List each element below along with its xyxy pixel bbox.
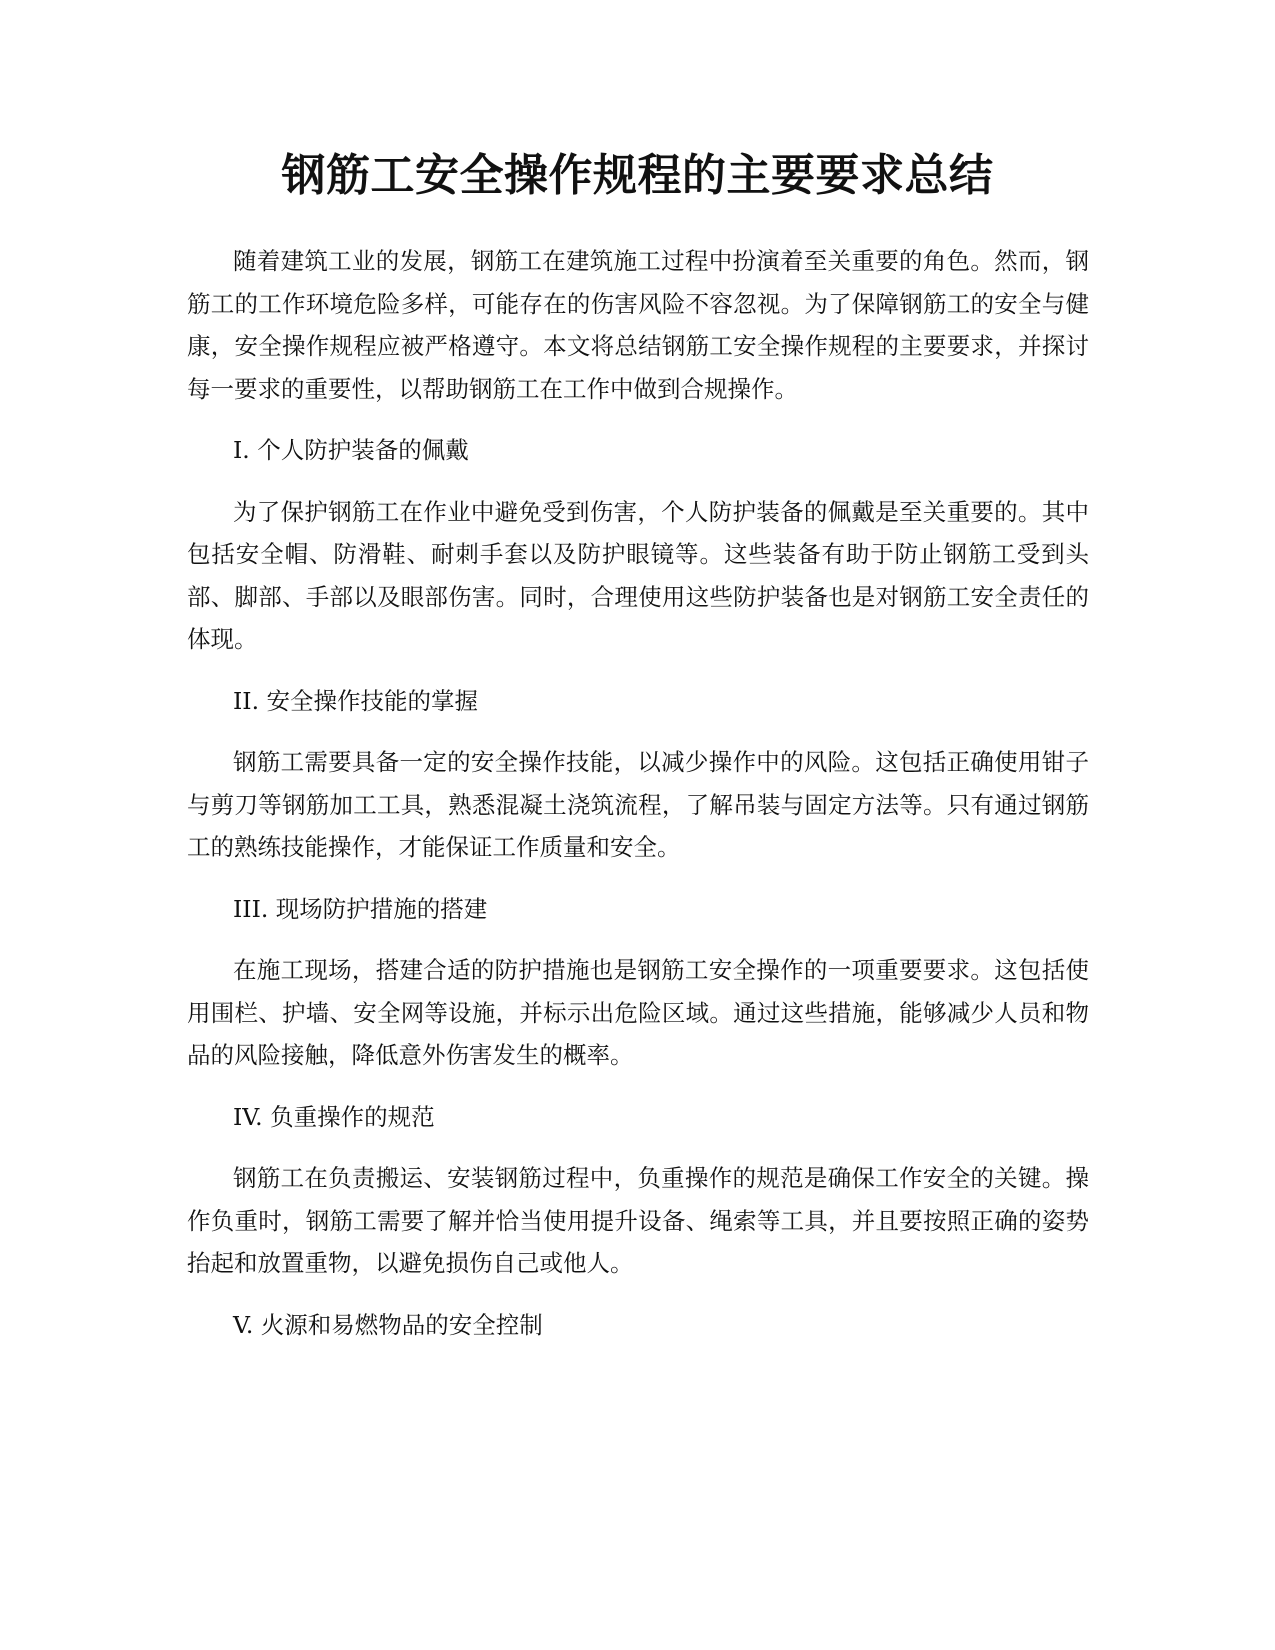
section-heading-5: V. 火源和易燃物品的安全控制 <box>233 1310 543 1339</box>
document-body <box>187 240 1089 1365</box>
section-heading-1: I. 个人防护装备的佩戴 <box>233 436 469 464</box>
section-paragraph-4: 钢筋工在负责搬运、安装钢筋过程中，负重操作的规范是确保工作安全的关键。操作负重时，钢筋工需要了解并恰当使用提升设备、绳索等工具，并且要按照正确的姿势抬起和放置重物，以避免损伤自己或他人。 <box>187 1164 1089 1277</box>
section-heading-4: IV. 负重操作的规范 <box>233 1102 435 1131</box>
document-title: 钢筋工安全操作规程的主要要求总结 <box>281 150 994 201</box>
section-heading-3: III. 现场防护措施的搭建 <box>233 894 488 923</box>
section-paragraph-2: 钢筋工需要具备一定的安全操作技能，以减少操作中的风险。这包括正确使用钳子与剪刀等钢筋加工工具，熟悉混凝土浇筑流程，了解吊装与固定方法等。只有通过钢筋工的熟练技能操作，才能保证工作质量和安全。 <box>187 748 1089 861</box>
section-heading-2: II. 安全操作技能的掌握 <box>233 686 479 715</box>
section-paragraph-3: 在施工现场，搭建合适的防护措施也是钢筋工安全操作的一项重要要求。这包括使用围栏、护墙、安全网等设施，并标示出危险区域。通过这些措施，能够减少人员和物品的风险接触，降低意外伤害发生的概率。 <box>187 956 1089 1069</box>
intro-paragraph: 随着建筑工业的发展，钢筋工在建筑施工过程中扮演着至关重要的角色。然而，钢筋工的工作环境危险多样，可能存在的伤害风险不容忽视。为了保障钢筋工的安全与健康，安全操作规程应被严格遵守。本文将总结钢筋工安全操作规程的主要要求，并探讨每一要求的重要性，以帮助钢筋工在工作中做到合规操作。 <box>187 247 1089 403</box>
section-paragraph-1: 为了保护钢筋工在作业中避免受到伤害，个人防护装备的佩戴是至关重要的。其中包括安全帽、防滑鞋、耐刺手套以及防护眼镜等。这些装备有助于防止钢筋工受到头部、脚部、手部以及眼部伤害。同时，合理使用这些防护装备也是对钢筋工安全责任的体现。 <box>187 497 1089 653</box>
